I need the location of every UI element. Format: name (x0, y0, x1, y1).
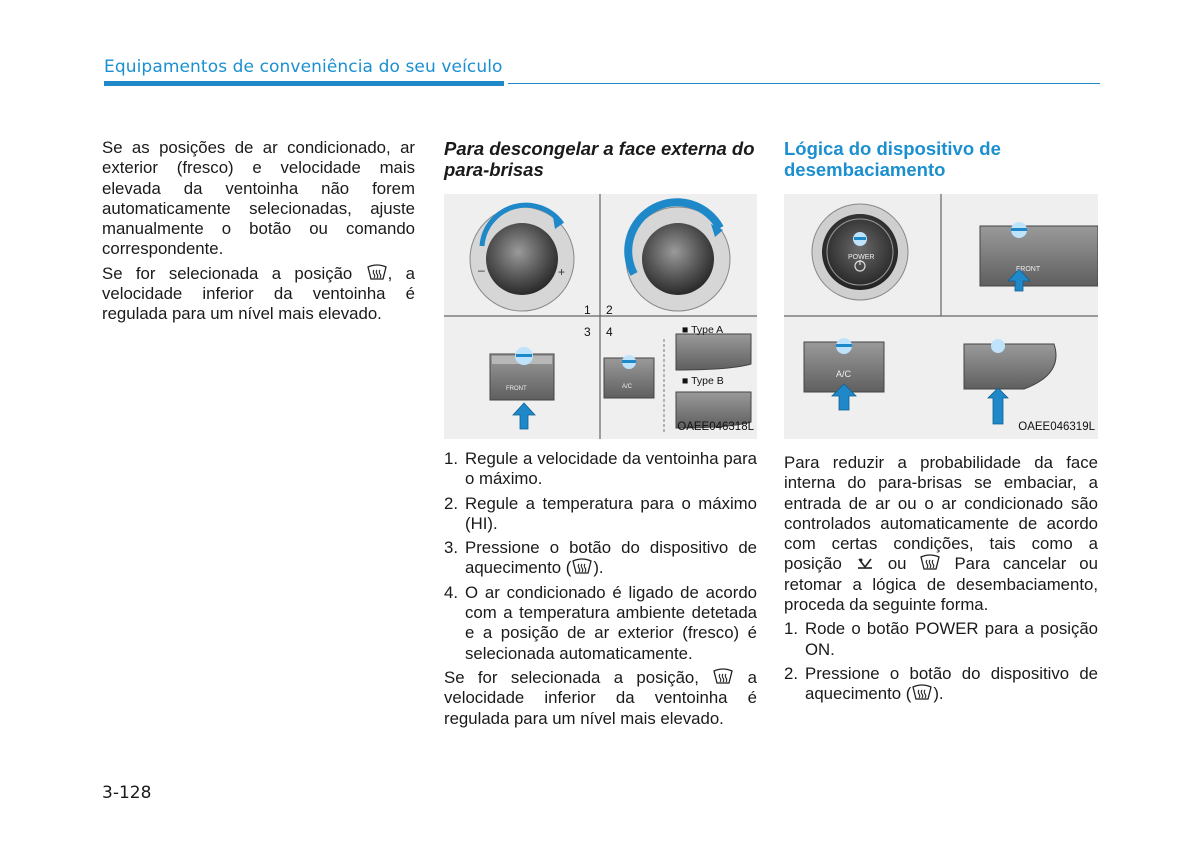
front-defrost-icon (919, 554, 941, 572)
power-button-label: POWER (848, 254, 875, 261)
list-item: 3. Pressione o botão do dispositivo de aquecimento ( ). (444, 538, 757, 578)
header-rule (508, 83, 1100, 84)
svg-text:+: + (558, 265, 566, 279)
panel-number-2: 2 (606, 303, 613, 317)
list-item: 2. Regule a temperatura para o máximo (HI). (444, 493, 757, 533)
front-defrost-icon (911, 684, 933, 702)
figure-defog-logic-illustration (784, 194, 1098, 439)
type-b-label: ■ Type B (682, 375, 724, 387)
figure-code: OAEE046319L (1018, 420, 1095, 433)
column-right (784, 138, 1098, 709)
paragraph-defrost-fan-closing: Se for selecionada a posição, a velocidade inferior da ventoinha é regulada para um nível mais elevado. (444, 667, 757, 728)
front-defrost-icon (366, 264, 388, 282)
paragraph-defrost-fan-start: Se for selecionada a posição (102, 263, 353, 283)
header-accent-bar (104, 81, 504, 86)
section-header-title: Equipamentos de conveniência do seu veículo (104, 57, 503, 77)
list-item: 4. O ar condicionado é ligado de acordo com a temperatura ambiente detetada e a posição de ar exterior (fresco) é selecionada automaticamente. (444, 582, 757, 663)
figure-defrost-controls (444, 194, 757, 439)
front-button-label: FRONT (1016, 266, 1041, 273)
svg-text:–: – (478, 263, 485, 277)
type-a-label: ■ Type A (682, 324, 724, 336)
defrost-steps-list (444, 449, 757, 664)
section-title-exterior-defrost: Para descongelar a face externa do para-brisas (444, 138, 755, 180)
paragraph-defog-logic: Para reduzir a probabilidade da face interna do para-brisas se embaciar, a entrada de ar ou o ar condicionado são controlados automaticamente de acordo com certas condições, tais como a posição ou Para cancelar ou retomar a lógica de desembaciamento, proceda da seguinte forma. (784, 453, 1098, 615)
paragraph-defrost-fan-end: , a velocidade inferior da ventoinha é regulada para um nível mais elevado. (102, 263, 415, 324)
panel-number-3: 3 (584, 325, 591, 339)
panel-number-4: 4 (606, 325, 613, 339)
page-number: 3-128 (102, 783, 152, 803)
paragraph-ac-manual: Se as posições de ar condicionado, ar exterior (fresco) e velocidade mais elevada da ventoinha não forem automaticamente selecionadas, ajuste manualmente o botão ou comando correspondente. (102, 138, 415, 259)
figure-code: OAEE046318L (677, 420, 754, 433)
front-defrost-icon (712, 668, 734, 686)
ac-button-label: A/C (836, 369, 852, 379)
list-item: 1. Rode o botão POWER para a posição ON. (784, 619, 1098, 659)
list-item: 2. Pressione o botão do dispositivo de aquecimento ( ). (784, 663, 1098, 704)
ac-button-label: A/C (622, 384, 633, 390)
figure-defrost-controls-illustration (444, 194, 757, 439)
figure-defog-logic (784, 194, 1098, 439)
front-button-label: FRONT (506, 386, 527, 392)
defog-cancel-steps-list (784, 619, 1098, 704)
column-middle (444, 138, 757, 733)
front-defrost-icon (571, 558, 593, 576)
column-left (102, 138, 415, 329)
section-title-defog-logic: Lógica do dispositivo de desembaciamento (784, 138, 1001, 180)
paragraph-defrost-fan (102, 264, 415, 325)
floor-defrost-icon (855, 556, 875, 572)
list-item: 1. Regule a velocidade da ventoinha para o máximo. (444, 449, 757, 489)
panel-number-1: 1 (584, 303, 591, 317)
